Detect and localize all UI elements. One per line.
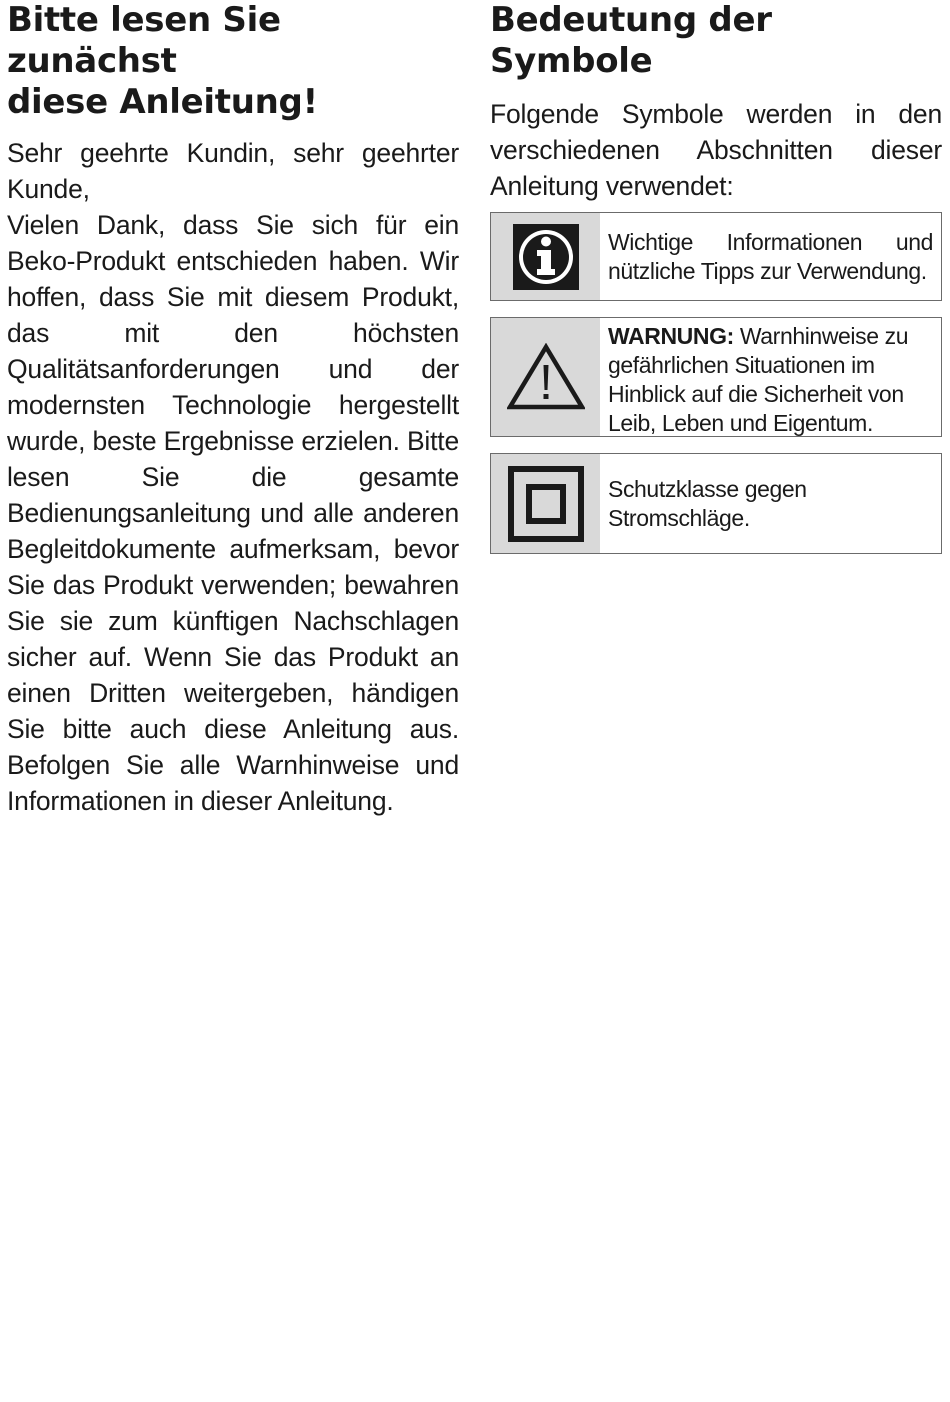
page-title xyxy=(7,0,459,123)
warning-description xyxy=(608,322,933,438)
symbol-row-protection-class xyxy=(490,453,942,554)
symbols-intro: Folgende Symbole werden in den verschiedenen Abschnitten dieser Anleitung verwendet: xyxy=(490,99,942,201)
symbol-icon-cell xyxy=(491,213,600,300)
intro-column xyxy=(7,0,459,819)
symbols-column xyxy=(490,0,942,570)
salutation: Sehr geehrte Kundin, sehr geehrter Kunde, xyxy=(7,138,459,204)
double-insulation-icon xyxy=(508,466,584,542)
warning-text: Warnhinweise zu gefährlichen Situationen im Hinblick auf die Sicherheit von Leib, Leben und Eigentum. xyxy=(608,323,909,436)
symbol-description xyxy=(600,318,941,436)
symbols-heading: Bedeutung der Symbole xyxy=(490,0,772,81)
intro-text xyxy=(7,135,459,819)
protection-class-description: Schutzklasse gegen Stromschläge. xyxy=(608,475,807,531)
info-description: Wichtige Informationen und nützliche Tipps zur Verwendung. xyxy=(608,228,933,284)
intro-body: Vielen Dank, dass Sie sich für ein Beko-Produkt entschieden haben. Wir hoffen, dass Sie mit diesem Produkt, das mit den höchsten Qualitätsanforderungen und der modernsten Technologie hergestellt wurde, beste Ergebnisse erzielen. Bitte lesen Sie die gesamte Bedienungsanleitung und alle anderen Begleitdokumente aufmerksam, bevor Sie das Produkt verwenden; bewahren Sie sie zum künftigen Nachschlagen sicher auf. Wenn Sie das Produkt an einen Dritten weitergeben, händigen Sie bitte auch diese Anleitung aus. Befolgen Sie alle Warnhinweise und Informationen in dieser Anleitung. xyxy=(7,210,459,816)
symbol-table xyxy=(490,212,942,554)
symbol-icon-cell xyxy=(491,318,600,436)
symbol-description xyxy=(600,213,941,300)
symbol-row-info xyxy=(490,212,942,301)
page-title-line-1: Bitte lesen Sie zunächst xyxy=(7,0,281,81)
warning-triangle-icon xyxy=(507,343,585,411)
symbol-row-warning xyxy=(490,317,942,437)
info-icon xyxy=(513,224,579,290)
symbol-icon-cell xyxy=(491,454,600,553)
page-title-line-2: diese Anleitung! xyxy=(7,82,318,122)
warning-label: WARNUNG: xyxy=(608,323,734,349)
symbol-description xyxy=(600,454,941,553)
